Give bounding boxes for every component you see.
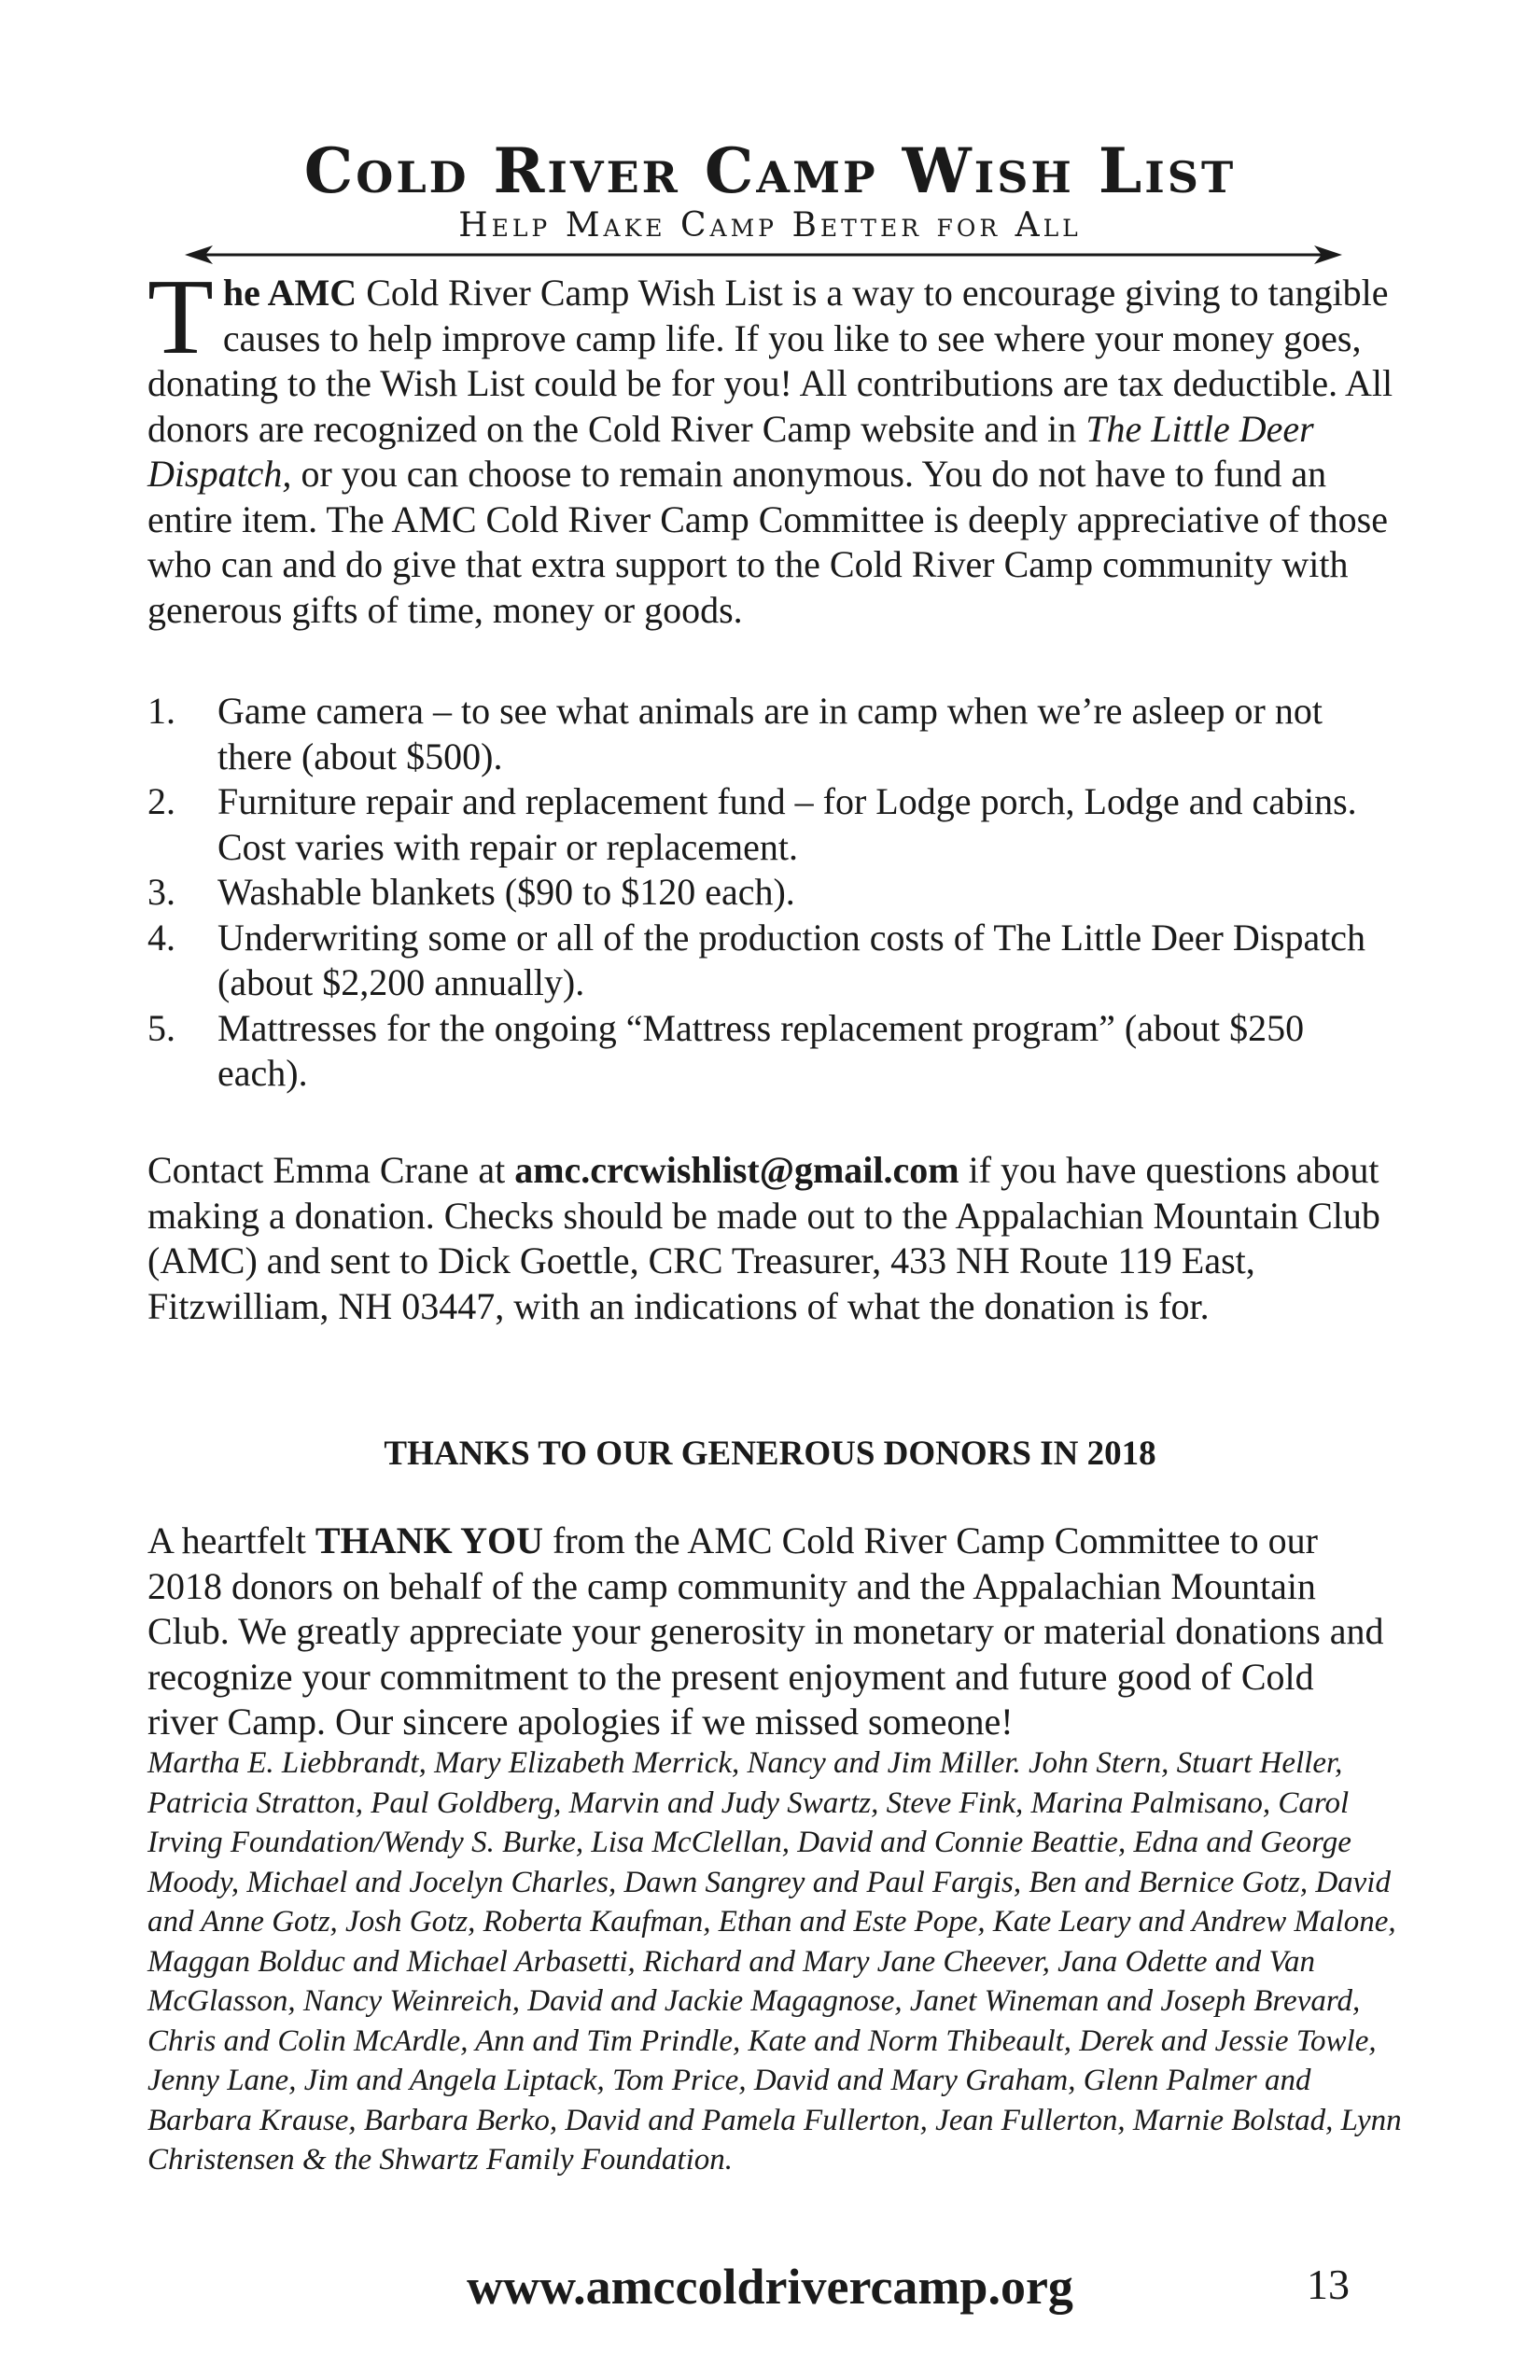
item-number: 5. — [147, 1006, 175, 1049]
contact-suffix: if you have questions about making a donation. Checks should be made out to the Appalachian Mountain Club (AMC) and sent to Dick Goettle, CRC Treasurer, 433 NH Route 119 East, Fitzwilliam, NH 03447, with an indications of what the donation is for. — [147, 1149, 1380, 1327]
page-title: Cold River Camp Wish List — [303, 134, 1237, 207]
item-number: 4. — [147, 916, 175, 959]
item-text: Furniture repair and replacement fund – for Lodge porch, Lodge and cabins. Cost varies with repair or replacement. — [217, 780, 1357, 868]
thanks-prefix: A heartfelt — [147, 1519, 315, 1561]
intro-lead: he AMC — [222, 272, 357, 314]
wish-list-item — [147, 779, 1393, 870]
donor-list: Martha E. Liebbrandt, Mary Elizabeth Merrick, Nancy and Jim Miller. John Stern, Stuart Heller, Patricia Stratton, Paul Goldberg, Marvin and Judy Swartz, Steve Fink, Marina Palmisano, Carol Irving Foundation/Wendy S. Burke, Lisa McClellan, David and Connie Beattie, Edna and George Moody, Michael and Jocelyn Charles, Dawn Sangrey and Paul Fargis, Ben and Bernice Gotz, David and Anne Gotz, Josh Gotz, Roberta Kaufman, Ethan and Este Pope, Kate Leary and Andrew Malone, Maggan Bolduc and Michael Arbasetti, Richard and Mary Jane Cheever, Jana Odette and Van McGlasson, Nancy Weinreich, David and Jackie Magagnose, Janet Wineman and Joseph Brevard, Chris and Colin McArdle, Ann and Tim Prindle, Kate and Norm Thibeault, Derek and Jessie Towle, Jenny Lane, Jim and Angela Liptack, Tom Price, David and Mary Graham, Glenn Palmer and Barbara Krause, Barbara Berko, David and Pamela Fullerton, Jean Fullerton, Marnie Bolstad, Lynn Christensen & the Shwartz Family Foundation. — [147, 1746, 1402, 2177]
thanks-bold: THANK YOU — [315, 1519, 544, 1561]
item-text: Game camera – to see what animals are in camp when we’re asleep or not there (about $500). — [217, 690, 1323, 777]
item-text: Washable blankets ($90 to $120 each). — [217, 871, 795, 913]
intro-text-end: or you can choose to remain anonymous. You do not have to fund an entire item. The AMC Cold River Camp Committee is deeply appreciative of those who can and do give that extra support to the Cold River Camp community with generous gifts of time, money or goods. — [147, 453, 1388, 631]
drop-cap: T — [147, 258, 214, 377]
contact-paragraph — [147, 1148, 1393, 1329]
item-text: Mattresses for the ongoing “Mattress replacement program” (about $250 each). — [217, 1006, 1305, 1094]
wish-list — [147, 689, 1393, 1097]
thanks-text: from the AMC Cold River Camp Committee to our 2018 donors on behalf of the camp community and the Appalachian Mountain Club. We greatly appreciate your generosity in monetary or material donations and recognize your commitment to the present enjoyment and future good of Cold river Camp. Our sincere apologies if we missed someone! — [147, 1519, 1384, 1743]
contact-email: amc.crcwishlist@gmail.com — [514, 1149, 959, 1191]
item-number: 2. — [147, 780, 175, 822]
item-text: Underwriting some or all of the production costs of The Little Deer Dispatch (about $2,200 annually). — [217, 916, 1366, 1003]
item-number: 3. — [147, 871, 175, 913]
double-arrow-rule — [185, 241, 1342, 269]
publication-title: The Little Deer Dispatch, — [147, 407, 1314, 495]
page-number: 13 — [1307, 2261, 1350, 2308]
wish-list-item — [147, 916, 1393, 1006]
wish-list-item — [147, 870, 1393, 916]
item-number: 1. — [147, 690, 175, 732]
wish-list-item — [147, 689, 1393, 779]
donors-heading: THANKS TO OUR GENEROUS DONORS IN 2018 — [384, 1435, 1156, 1473]
wish-list-item — [147, 1006, 1393, 1097]
intro-paragraph — [147, 258, 1393, 633]
intro-text: Cold River Camp Wish List is a way to encourage giving to tangible causes to help improve camp life. If you like to see where your money goes, donating to the Wish List could be for you! All contributions are tax deductible. All donors are recognized on the Cold River Camp website and in — [147, 272, 1393, 450]
thank-you-paragraph — [147, 1519, 1393, 1745]
contact-prefix: Contact Emma Crane at — [147, 1149, 515, 1191]
footer-website: www.amccoldrivercamp.org — [467, 2259, 1073, 2315]
page-subtitle: Help Make Camp Better for All — [458, 206, 1082, 245]
